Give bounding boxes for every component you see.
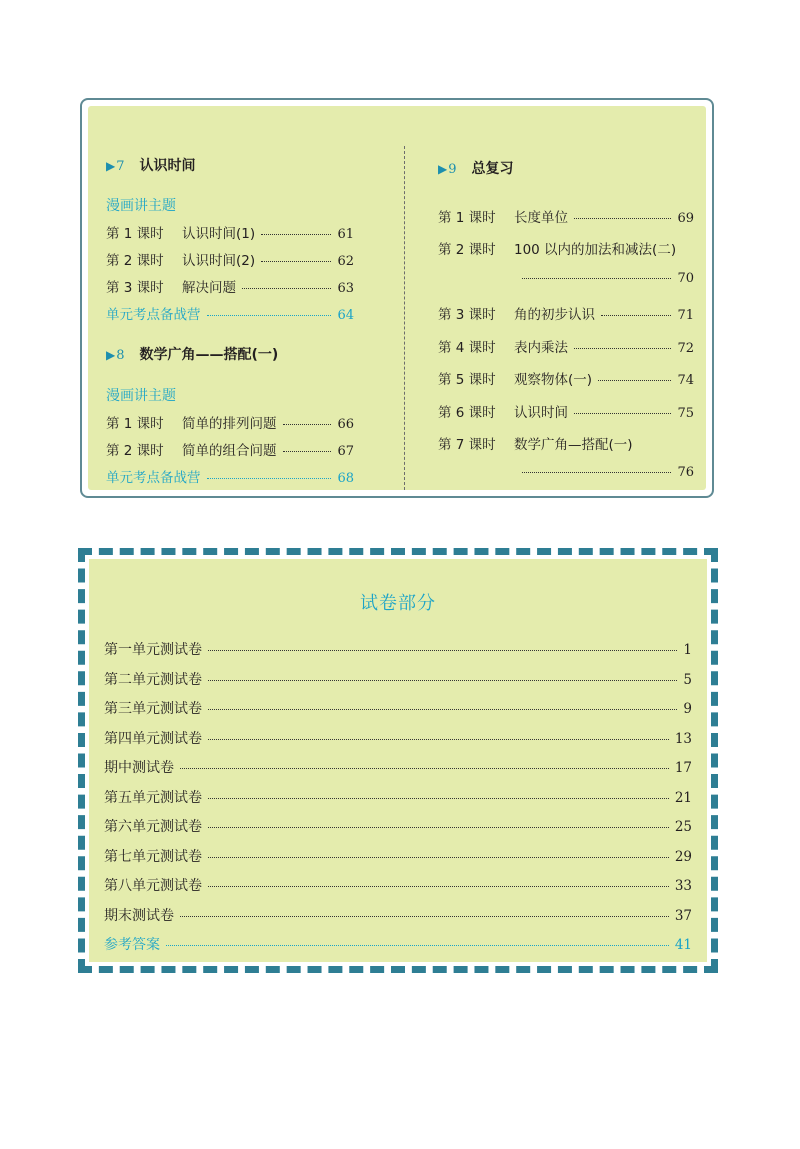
lesson-name: 观察物体(一)	[514, 372, 593, 388]
page-number: 75	[677, 406, 694, 421]
dot-leader	[242, 288, 331, 289]
unit-number: 7	[116, 159, 125, 174]
paper-row[interactable]	[104, 816, 692, 836]
toc-row-review[interactable]	[106, 303, 354, 323]
paper-row[interactable]	[104, 639, 692, 659]
section-label-comic: 漫画讲主题	[106, 198, 176, 214]
review-name: 单元考点备战营	[106, 470, 201, 486]
toc-row[interactable]	[438, 368, 694, 388]
page-number: 67	[337, 444, 354, 459]
lesson-name: 角的初步认识	[514, 307, 595, 323]
dot-leader	[208, 886, 669, 887]
lesson-name: 简单的组合问题	[182, 443, 277, 459]
page-number: 63	[337, 281, 354, 296]
triangle-right-icon: ▶	[106, 159, 116, 173]
lesson-label: 第 4 课时	[438, 340, 496, 356]
paper-name: 第三单元测试卷	[104, 701, 202, 717]
page-number: 13	[674, 731, 692, 747]
dot-leader	[208, 709, 677, 710]
paper-row[interactable]	[104, 846, 692, 866]
paper-name: 第七单元测试卷	[104, 849, 202, 865]
lesson-name: 解决问题	[182, 280, 236, 296]
page-number: 61	[337, 227, 354, 242]
lesson-name: 认识时间(1)	[182, 226, 256, 242]
dot-leader	[522, 278, 671, 279]
dot-leader	[208, 739, 669, 740]
dot-leader	[208, 857, 669, 858]
dot-leader	[598, 380, 671, 381]
unit-title: 数学广角——搭配(一)	[139, 347, 279, 363]
dot-leader	[180, 916, 669, 917]
toc-row[interactable]	[106, 222, 354, 242]
lesson-label: 第 6 课时	[438, 405, 496, 421]
toc-row[interactable]	[438, 206, 694, 226]
unit-title: 认识时间	[139, 158, 196, 174]
triangle-right-icon: ▶	[438, 162, 448, 176]
paper-row[interactable]	[104, 787, 692, 807]
toc-row[interactable]	[438, 336, 694, 356]
lesson-name: 认识时间	[514, 405, 568, 421]
contents-panel-papers	[78, 548, 718, 973]
toc-row[interactable]	[106, 249, 354, 269]
lesson-name: 100 以内的加法和减法(二)	[514, 242, 677, 258]
review-name: 单元考点备战营	[106, 307, 201, 323]
toc-row[interactable]	[106, 276, 354, 296]
page-number: 37	[674, 908, 692, 924]
paper-name: 第一单元测试卷	[104, 642, 202, 658]
lesson-label: 第 2 课时	[106, 253, 164, 269]
unit-8-heading[interactable]	[106, 344, 278, 364]
toc-row-continuation[interactable]	[522, 465, 694, 480]
unit-title: 总复习	[471, 161, 514, 177]
paper-name: 第二单元测试卷	[104, 672, 202, 688]
lesson-label: 第 2 课时	[438, 242, 496, 258]
page-number: 64	[337, 308, 354, 323]
page-number: 25	[674, 819, 692, 835]
unit-7-heading[interactable]	[106, 155, 196, 175]
dot-leader	[261, 261, 331, 262]
paper-row[interactable]	[104, 757, 692, 777]
papers-panel-background	[89, 559, 707, 962]
paper-row[interactable]	[104, 728, 692, 748]
lesson-name: 表内乘法	[514, 340, 568, 356]
lesson-label: 第 2 课时	[106, 443, 164, 459]
toc-row[interactable]	[438, 401, 694, 421]
lesson-label: 第 5 课时	[438, 372, 496, 388]
dot-leader	[208, 650, 677, 651]
paper-name: 期中测试卷	[104, 760, 174, 776]
lesson-label: 第 3 课时	[106, 280, 164, 296]
page-number: 29	[674, 849, 692, 865]
lesson-name: 认识时间(2)	[182, 253, 256, 269]
lesson-name: 简单的排列问题	[182, 416, 277, 432]
paper-name: 期末测试卷	[104, 908, 174, 924]
unit-number: 8	[116, 348, 125, 363]
page-number: 5	[683, 672, 692, 688]
paper-name: 第六单元测试卷	[104, 819, 202, 835]
lesson-label: 第 1 课时	[106, 226, 164, 242]
page-number: 76	[677, 465, 694, 480]
lesson-name: 数学广角—搭配(一)	[514, 437, 633, 453]
dot-leader	[261, 234, 331, 235]
lesson-name: 长度单位	[514, 210, 568, 226]
page-number: 68	[337, 471, 354, 486]
paper-name: 第八单元测试卷	[104, 878, 202, 894]
section-label-comic: 漫画讲主题	[106, 388, 176, 404]
page-number: 66	[337, 417, 354, 432]
paper-row[interactable]	[104, 875, 692, 895]
paper-name: 参考答案	[104, 937, 160, 953]
dot-leader	[207, 315, 332, 316]
page-number: 17	[674, 760, 692, 776]
triangle-right-icon: ▶	[106, 348, 116, 362]
page-number: 71	[677, 308, 694, 323]
paper-row[interactable]	[104, 905, 692, 925]
unit-9-heading[interactable]	[438, 158, 514, 178]
lesson-label: 第 7 课时	[438, 437, 496, 453]
dot-leader	[208, 680, 677, 681]
dot-leader	[601, 315, 671, 316]
toc-row[interactable]	[438, 433, 694, 453]
dot-leader	[283, 451, 332, 452]
toc-row[interactable]	[106, 439, 354, 459]
dot-leader	[574, 218, 671, 219]
paper-name: 第五单元测试卷	[104, 790, 202, 806]
dot-leader	[574, 348, 671, 349]
toc-row[interactable]	[438, 238, 694, 258]
dot-leader	[522, 472, 671, 473]
dot-leader	[180, 768, 669, 769]
lesson-label: 第 1 课时	[106, 416, 164, 432]
dot-leader	[166, 945, 669, 946]
contents-panel-units	[80, 98, 714, 498]
paper-row[interactable]	[104, 698, 692, 718]
contents-panel-background	[88, 106, 706, 490]
page-number: 1	[683, 642, 692, 658]
page-number: 41	[674, 937, 692, 953]
page-number: 9	[683, 701, 692, 717]
column-divider	[404, 146, 405, 490]
dot-leader	[283, 424, 332, 425]
page-number: 74	[677, 373, 694, 388]
dot-leader	[208, 798, 669, 799]
page-number: 72	[677, 341, 694, 356]
dot-leader	[207, 478, 332, 479]
page-number: 21	[674, 790, 692, 806]
toc-row-review[interactable]	[106, 466, 354, 486]
lesson-label: 第 3 课时	[438, 307, 496, 323]
paper-row[interactable]	[104, 669, 692, 689]
toc-row[interactable]	[438, 303, 694, 323]
page-number: 69	[677, 211, 694, 226]
section-title: 试卷部分	[360, 593, 436, 614]
page-number: 62	[337, 254, 354, 269]
lesson-label: 第 1 课时	[438, 210, 496, 226]
page-number: 33	[674, 878, 692, 894]
toc-row[interactable]	[106, 412, 354, 432]
paper-name: 第四单元测试卷	[104, 731, 202, 747]
toc-row-continuation[interactable]	[522, 271, 694, 286]
dot-leader	[208, 827, 669, 828]
unit-number: 9	[448, 162, 457, 177]
page-number: 70	[677, 271, 694, 286]
dot-leader	[574, 413, 671, 414]
paper-row-answers[interactable]	[104, 934, 692, 954]
